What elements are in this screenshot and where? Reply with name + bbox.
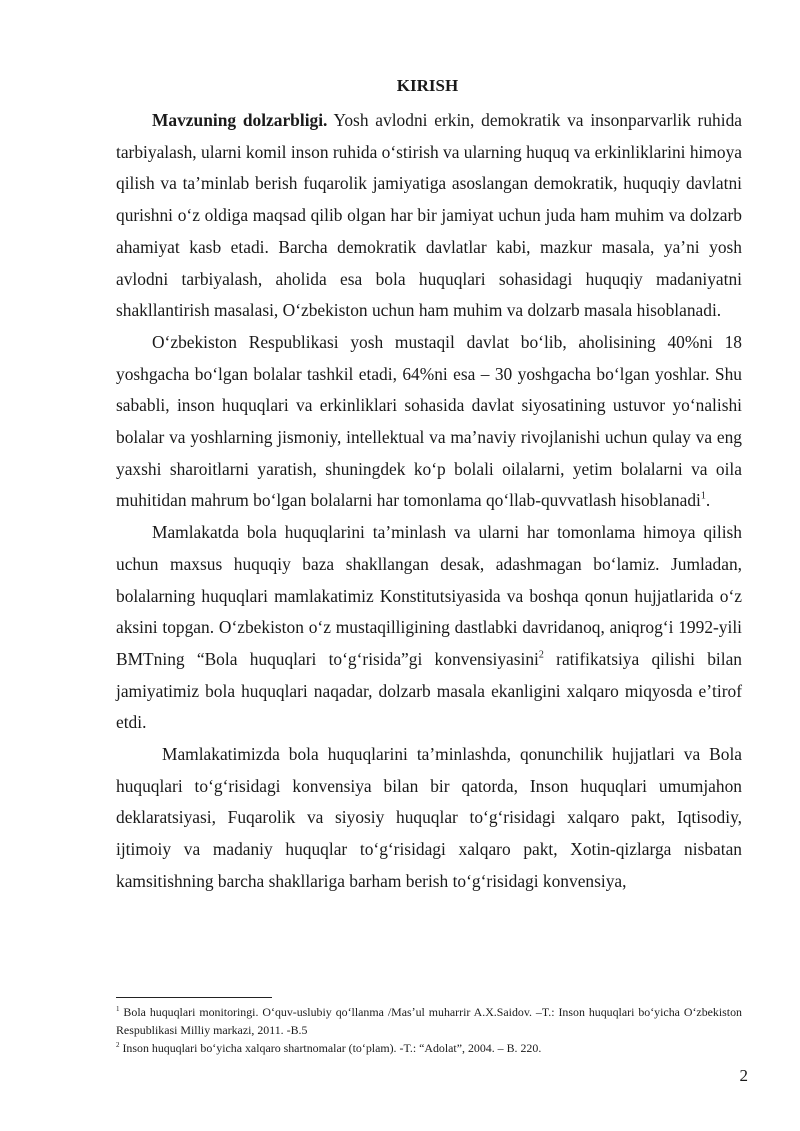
paragraph-text: Mamlakatimizda bola huquqlarini taʼminlashda, qonunchilik hujjatlari va Bola huquqlari toʻgʻrisidagi konvensiya bilan bir qatorda, Inson huquqlari umumjahon deklaratsiyasi, Fuqarolik va siyosiy huquqlar toʻgʻrisidagi xalqaro pakt, Iqtisodiy, ijtimoiy va madaniy huquqlar toʻgʻrisidagi xalqaro pakt, Xotin-qizlarga nisbatan kamsitishning barcha shakllariga barham berish toʻgʻrisidagi konvensiya, [116,744,742,891]
footnote [116,1039,742,1057]
page-number: 2 [739,1066,748,1085]
paragraph-tail: . [705,490,711,511]
footnote [116,1003,742,1039]
section-heading: KIRISH [396,76,459,95]
footnote-mark: 1 [116,1004,120,1013]
paragraph-international-acts [116,739,742,898]
paragraph-text: Yosh avlodni erkin, demokratik va insonparvarlik ruhida tarbiyalash, ularni komil inson ruhida oʻstirish va ularning huquq va erkinliklarini himoya qilish va taʼminlab berish fuqarolik jamiyatiga asoslangan demokratik, huquqiy davlatni qurishni oʻz oldiga maqsad qilib olgan har bir jamiyat uchun juda ham muhim va dolzarb ahamiyat kasb etadi. Barcha demokratik davlatlar kabi, mazkur masala, yaʼni yosh avlodni tarbiyalash, aholida esa bola huquqlari sohasidagi huquqiy madaniyatni shakllantirish masalasi, Oʻzbekiston uchun ham muhim va dolzarb masala hisoblanadi. [116,110,742,321]
footnote-text: Inson huquqlari boʻyicha xalqaro shartnomalar (toʻplam). -T.: “Adolat”, 2004. – B. 220. [119,1041,542,1056]
footnote-reference[interactable]: 2 [538,649,544,661]
paragraph-legal-base [116,517,742,739]
paragraph-lead: Mavzuning dolzarbligi. [152,110,328,130]
footnote-reference[interactable]: 1 [700,490,706,502]
paragraph-demographics [116,327,742,517]
footnotes [116,1003,742,1058]
footnote-text: Bola huquqlari monitoringi. Oʻquv-uslubiy qoʻllanma /Masʼul muharrir A.X.Saidov. –T.: Inson huquqlari boʻyicha Oʻzbekiston Respublikasi Milliy markazi, 2011. -B.5 [116,1005,742,1038]
footnote-separator [116,997,272,998]
footnote-mark: 2 [116,1041,120,1050]
body-text [116,105,742,898]
paragraph-text: Mamlakatda bola huquqlarini taʼminlash va ularni har tomonlama himoya qilish uchun maxsus huquqiy baza shakllangan desak, adashmagan boʻlamiz. Jumladan, bolalarning huquqlari mamlakatimiz Konstitutsiyasida va boshqa qonun hujjatlarida oʻz aksini topgan. Oʻzbekiston oʻz mustaqilligining dastlabki davridanoq, aniqrogʻi 1992-yili BMTning “Bola huquqlari toʻgʻrisida”gi konvensiyasini [116,522,742,669]
paragraph-text-continued: ratifikatsiya qilishi bilan jamiyatimiz bola huquqlari naqadar, dolzarb masala ekanligini xalqaro miqyosda eʼtirof etdi. [116,648,742,733]
paragraph-relevance [116,105,742,327]
paragraph-text: Oʻzbekiston Respublikasi yosh mustaqil davlat boʻlib, aholisining 40%ni 18 yoshgacha boʻlgan bolalar tashkil etadi, 64%ni esa – 30 yoshgacha boʻlgan yoshlar. Shu sababli, inson huquqlari va erkinliklari sohasida davlat siyosatining ustuvor yoʻnalishi bolalar va yoshlarning jismoniy, intellektual va maʼnaviy rivojlanishi uchun qulay va eng yaxshi sharoitlarni yaratish, shuningdek koʻp bolali oilalarni, yetim bolalarni va oila muhitidan mahrum boʻlgan bolalarni har tomonlama qoʻllab-quvvatlash hisoblanadi [116,331,742,511]
